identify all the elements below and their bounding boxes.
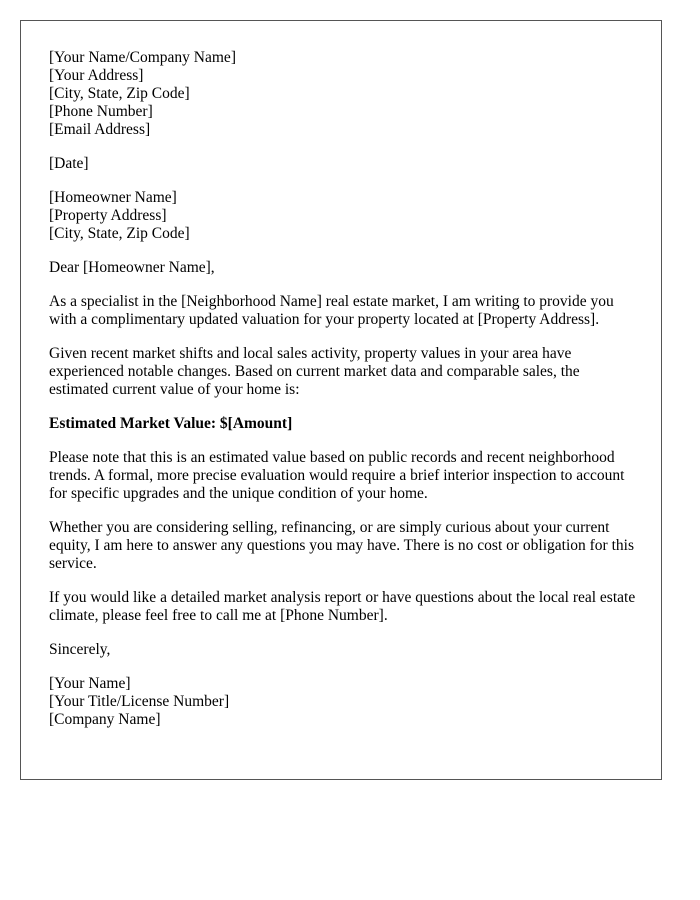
offer-paragraph: Whether you are considering selling, refinancing, or are simply curious about your current equity, I am here to answer any questions you may have. There is no cost or obligation for this service. [49,519,634,572]
market-paragraph: Given recent market shifts and local sales activity, property values in your area have experienced notable changes. Based on current market data and comparable sales, the estimated current value of your home is: [49,345,580,398]
sender-block [49,49,661,139]
estimated-value-line: Estimated Market Value: $[Amount] [49,415,293,432]
sender-name: [Your Name/Company Name] [49,49,236,66]
recipient-address: [Property Address] [49,207,167,224]
sender-address: [Your Address] [49,67,144,84]
note-paragraph: Please note that this is an estimated value based on public records and recent neighborhood trends. A formal, more precise evaluation would require a brief interior inspection to account for specific upgrades and the unique condition of your home. [49,449,625,502]
sender-city-state-zip: [City, State, Zip Code] [49,85,190,102]
signature-company: [Company Name] [49,711,161,728]
signature-block [49,675,661,729]
signature-name: [Your Name] [49,675,131,692]
letter-date: [Date] [49,155,89,172]
closing: Sincerely, [49,641,111,658]
sender-email: [Email Address] [49,121,151,138]
signature-title: [Your Title/License Number] [49,693,230,710]
sender-phone: [Phone Number] [49,103,153,120]
recipient-name: [Homeowner Name] [49,189,177,206]
recipient-city-state-zip: [City, State, Zip Code] [49,225,190,242]
recipient-block [49,189,661,243]
salutation: Dear [Homeowner Name], [49,259,215,276]
date-block [49,155,661,173]
contact-paragraph: If you would like a detailed market analysis report or have questions about the local real estate climate, please feel free to call me at [Phone Number]. [49,589,636,624]
intro-paragraph: As a specialist in the [Neighborhood Name] real estate market, I am writing to provide you with a complimentary updated valuation for your property located at [Property Address]. [49,293,614,328]
letter-page [20,20,662,780]
